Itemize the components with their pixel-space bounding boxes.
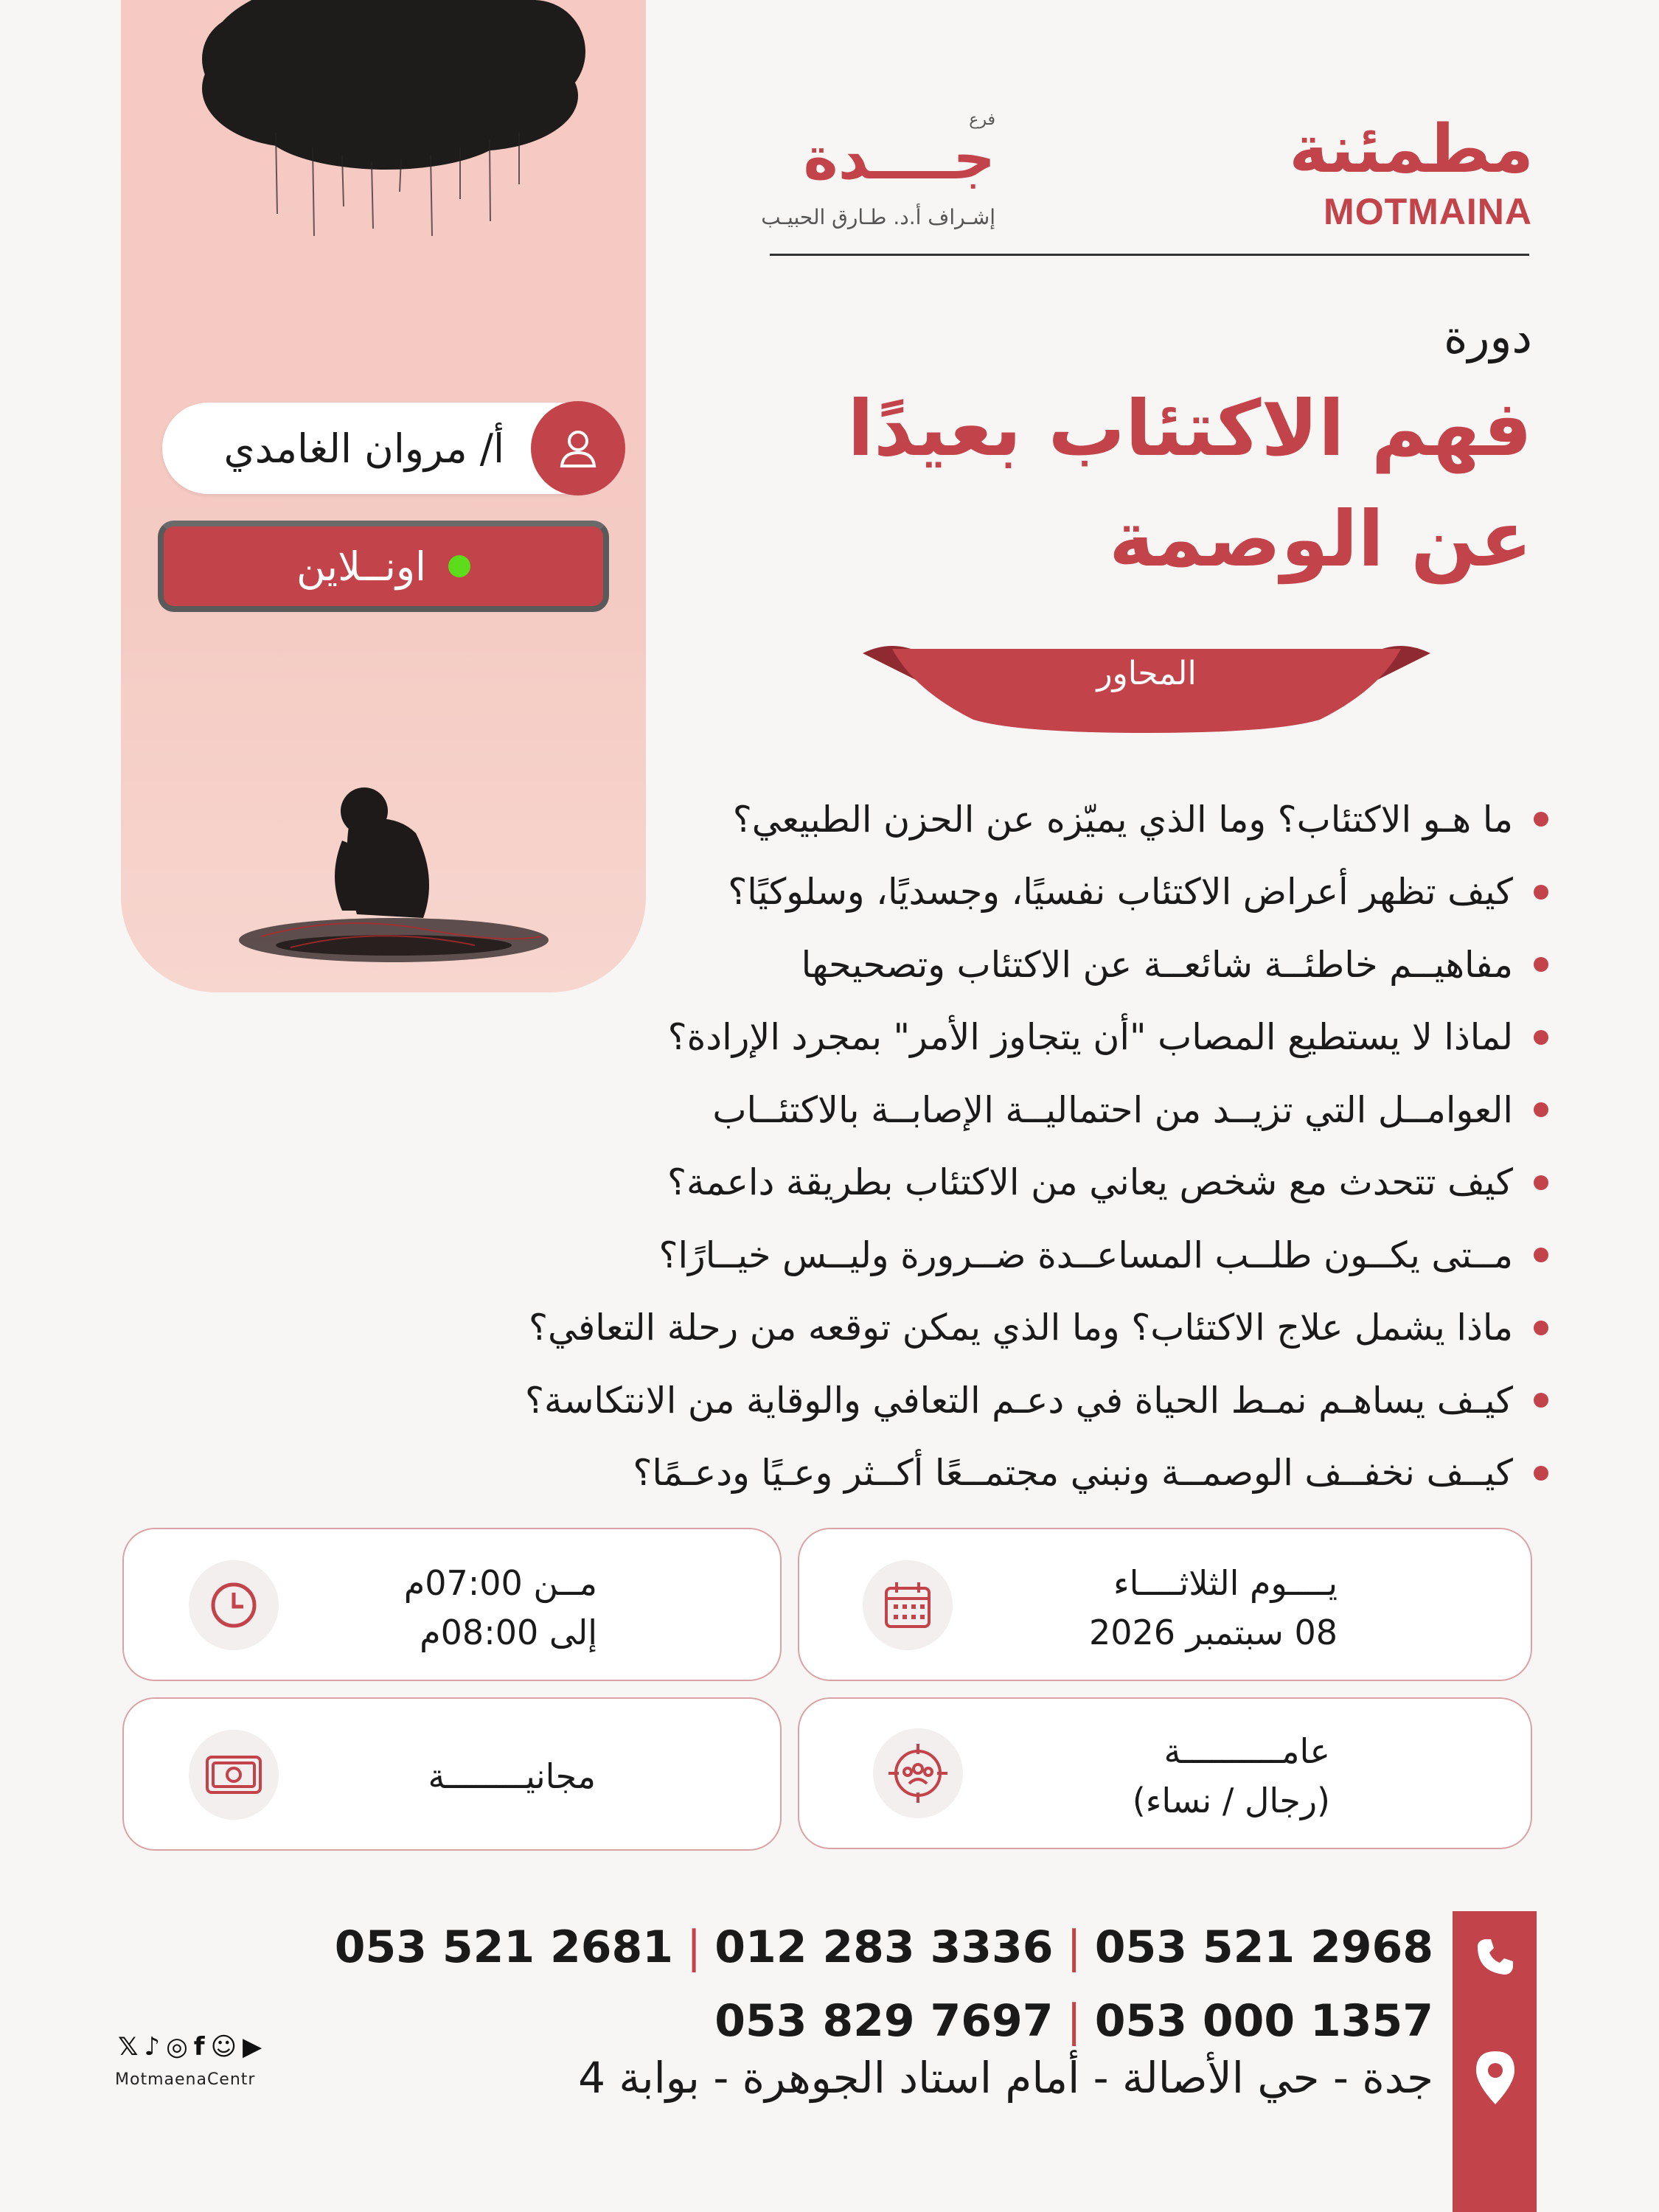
list-item: مــتى يكــون طلــب المساعــدة ضــرورة وليــس خيــارًا؟ bbox=[398, 1219, 1548, 1292]
day-line: يــــوم الثلاثــــاء bbox=[1113, 1563, 1338, 1603]
list-item: مفاهيــم خاطئــة شائعــة عن الاكتئاب وتصحيحها bbox=[398, 928, 1548, 1001]
phone-number[interactable]: 053 521 2968 bbox=[1094, 1921, 1433, 1973]
list-item: ما هـو الاكتئاب؟ وما الذي يميّزه عن الحزن الطبيعي؟ bbox=[398, 783, 1548, 856]
price-box bbox=[122, 1697, 782, 1851]
time-from: مــن 07:00م bbox=[403, 1563, 597, 1603]
audience-text bbox=[1133, 1727, 1330, 1825]
phone-number[interactable]: 012 283 3336 bbox=[714, 1921, 1054, 1973]
branch-name: جــــدة bbox=[803, 124, 995, 192]
list-item: كيف تتحدث مع شخص يعاني من الاكتئاب بطريقة داعمة؟ bbox=[398, 1147, 1548, 1220]
money-icon bbox=[189, 1730, 279, 1820]
phone-row-2 bbox=[714, 1995, 1433, 2047]
youtube-icon[interactable]: ▶ bbox=[243, 2032, 262, 2062]
bullet-icon bbox=[1534, 812, 1548, 827]
phone-row-1 bbox=[335, 1921, 1433, 1973]
social-handle: MotmaenaCentr bbox=[115, 2070, 256, 2089]
price-text: مجانيــــــــة bbox=[428, 1756, 596, 1796]
course-title-line1: فهم الاكتئاب بعيدًا bbox=[847, 383, 1532, 473]
speaker-name: أ/ مروان الغامدي bbox=[223, 425, 504, 472]
brand-logo-english: MOTMAINA bbox=[1324, 191, 1532, 232]
time-box bbox=[122, 1528, 782, 1681]
x-icon[interactable]: 𝕏 bbox=[118, 2032, 139, 2062]
header-divider bbox=[770, 254, 1529, 256]
axes-heading: المحاور bbox=[1096, 655, 1197, 692]
topics-list bbox=[398, 783, 1548, 1509]
phone-number[interactable]: 053 521 2681 bbox=[334, 1921, 674, 1973]
audience-line1: عامــــــــــة bbox=[1164, 1731, 1330, 1771]
phone-icon bbox=[1475, 1936, 1516, 1978]
supervision-text: إشـراف أ.د. طـارق الحبيـب bbox=[761, 205, 995, 229]
online-badge bbox=[158, 521, 609, 612]
phone-number[interactable]: 053 000 1357 bbox=[1094, 1995, 1433, 2047]
list-item: كيــف نخفــف الوصمــة ونبني مجتمــعًا أكــثر وعـيًا ودعـمًا؟ bbox=[398, 1437, 1548, 1510]
date-line: 08 سبتمبر 2026 bbox=[1088, 1612, 1338, 1652]
list-item: ماذا يشمل علاج الاكتئاب؟ وما الذي يمكن توقعه من رحلة التعافي؟ bbox=[398, 1292, 1548, 1365]
bullet-icon bbox=[1534, 957, 1548, 972]
user-icon bbox=[531, 401, 625, 495]
dark-cloud-illustration bbox=[150, 0, 622, 236]
course-label: دورة bbox=[1444, 310, 1532, 364]
audience-line2: (رجال / نساء) bbox=[1132, 1780, 1330, 1820]
course-title-line2: عن الوصمة bbox=[1108, 494, 1532, 584]
social-icons bbox=[118, 2032, 262, 2062]
instagram-icon[interactable]: ◎ bbox=[166, 2032, 188, 2062]
snapchat-icon[interactable]: ☺ bbox=[210, 2032, 237, 2062]
location-icon bbox=[1473, 2050, 1517, 2106]
branch-word: فرع bbox=[969, 111, 995, 129]
speaker-pill bbox=[162, 403, 618, 494]
bullet-icon bbox=[1534, 1321, 1548, 1335]
list-item: العوامــل التي تزيــد من احتماليــة الإصابــة بالاكتئــاب bbox=[398, 1074, 1548, 1147]
facebook-icon[interactable]: f bbox=[193, 2032, 205, 2062]
time-to: إلى 08:00م bbox=[420, 1612, 597, 1652]
time-text bbox=[404, 1559, 597, 1657]
bullet-icon bbox=[1534, 1030, 1548, 1045]
audience-box bbox=[798, 1697, 1532, 1849]
online-label: اونــلاين bbox=[296, 543, 427, 590]
audience-icon bbox=[873, 1728, 963, 1818]
date-text bbox=[1089, 1559, 1338, 1657]
phone-number[interactable]: 053 829 7697 bbox=[714, 1995, 1054, 2047]
bullet-icon bbox=[1534, 1393, 1548, 1408]
bullet-icon bbox=[1534, 885, 1548, 900]
clock-icon bbox=[189, 1560, 279, 1650]
address-text: جدة - حي الأصالة - أمام استاد الجوهرة - بوابة 4 bbox=[578, 2053, 1433, 2103]
bullet-icon bbox=[1534, 1248, 1548, 1262]
separator: | bbox=[1066, 1921, 1082, 1973]
bullet-icon bbox=[1534, 1175, 1548, 1190]
list-item: كيـف يساهـم نمـط الحياة في دعـم التعافي والوقاية من الانتكاسة؟ bbox=[398, 1364, 1548, 1437]
contact-sidebar bbox=[1453, 1911, 1537, 2212]
bullet-icon bbox=[1534, 1466, 1548, 1481]
bullet-icon bbox=[1534, 1102, 1548, 1117]
date-box bbox=[798, 1528, 1532, 1681]
online-status-dot bbox=[448, 555, 470, 577]
tiktok-icon[interactable]: ♪ bbox=[144, 2032, 161, 2062]
brand-logo-arabic: مطمئنة bbox=[1289, 111, 1534, 188]
list-item: كيف تظهر أعراض الاكتئاب نفسيًا، وجسديًا، وسلوكيًا؟ bbox=[398, 856, 1548, 929]
separator: | bbox=[1066, 1995, 1082, 2047]
separator: | bbox=[686, 1921, 702, 1973]
calendar-icon bbox=[863, 1560, 953, 1650]
list-item: لماذا لا يستطيع المصاب "أن يتجاوز الأمر" بمجرد الإرادة؟ bbox=[398, 1001, 1548, 1074]
